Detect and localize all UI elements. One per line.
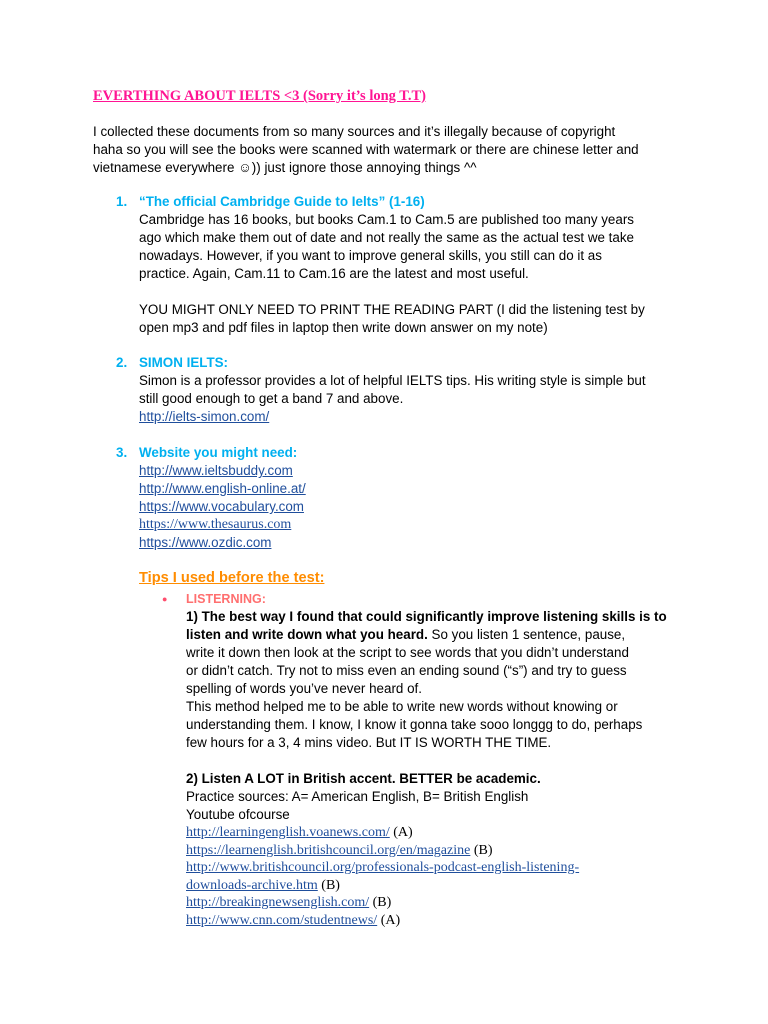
source-tag: (A) — [377, 912, 401, 928]
section-line: nowadays. However, if you want to improve general skills, you still can do it as — [139, 248, 602, 263]
source-item — [186, 824, 667, 842]
website-link[interactable]: http://www.ieltsbuddy.com — [139, 463, 293, 478]
bullet-icon: ● — [162, 594, 168, 604]
intro-line: haha so you will see the books were scanned with watermark or there are chinese letter and — [93, 142, 639, 157]
source-link[interactable]: http://www.britishcouncil.org/professionals-podcast-english-listening- — [186, 860, 580, 875]
source-item — [186, 912, 667, 930]
listening-heading: LISTERNING: — [186, 592, 266, 606]
tip-line — [186, 626, 667, 644]
section-heading: “The official Cambridge Guide to Ielts” (1-16) — [139, 194, 425, 209]
source-link[interactable]: http://www.cnn.com/studentnews/ — [186, 912, 378, 928]
source-link[interactable]: https://learnenglish.britishcouncil.org/en/magazine — [186, 842, 471, 858]
section-number: 3. — [116, 445, 128, 460]
simon-link[interactable]: http://ielts-simon.com/ — [139, 409, 270, 424]
source-item — [186, 877, 667, 895]
tip-line: spelling of words you’ve never heard of. — [186, 681, 422, 696]
source-link[interactable]: http://learningenglish.voanews.com/ — [186, 825, 390, 840]
tip-text: So you listen 1 sentence, pause, — [427, 627, 626, 642]
website-link[interactable]: https://www.vocabulary.com — [139, 499, 304, 514]
source-tag: (B) — [369, 895, 392, 910]
website-link[interactable]: https://www.ozdic.com — [139, 535, 272, 550]
tip-line: understanding them. I know, I know it gonna take sooo longgg to do, perhaps — [186, 717, 643, 732]
tip-line: This method helped me to be able to write new words without knowing or — [186, 699, 618, 714]
intro-line: vietnamese everywhere ☺)) just ignore those annoying things ^^ — [93, 160, 477, 175]
source-tag: (B) — [470, 842, 493, 858]
section-number: 1. — [116, 194, 128, 209]
source-link[interactable]: http://breakingnewsenglish.com/ — [186, 895, 370, 910]
website-link[interactable]: http://www.english-online.at/ — [139, 481, 306, 496]
tip-line: Youtube ofcourse — [186, 807, 290, 822]
source-item — [186, 842, 667, 860]
section-line: practice. Again, Cam.11 to Cam.16 are the latest and most useful. — [139, 266, 529, 281]
source-link[interactable]: downloads-archive.htm — [186, 877, 318, 893]
source-tag: (B) — [317, 877, 340, 893]
tip-line: 2) Listen A LOT in British accent. BETTER be academic. — [186, 771, 541, 786]
section-line: YOU MIGHT ONLY NEED TO PRINT THE READING PART (I did the listening test by — [139, 302, 645, 317]
tip-line: or didn’t catch. Try not to miss even an ending sound (“s”) and try to guess — [186, 663, 627, 678]
section-line: Cambridge has 16 books, but books Cam.1 to Cam.5 are published too many years — [139, 212, 634, 227]
section-line: still good enough to get a band 7 and above. — [139, 391, 404, 406]
tip-line: write it down then look at the script to see words that you didn’t understand — [186, 645, 629, 660]
section-line: ago which make them out of date and not really the same as the actual test we take — [139, 230, 634, 245]
source-item — [186, 894, 667, 912]
tip-line: Practice sources: A= American English, B= British English — [186, 789, 529, 804]
section-line: Simon is a professor provides a lot of helpful IELTS tips. His writing style is simple but — [139, 373, 646, 388]
tip-line: 1) The best way I found that could significantly improve listening skills is to — [186, 609, 667, 624]
document-title: EVERTHING ABOUT IELTS <3 (Sorry it’s long T.T) — [93, 88, 427, 104]
section-heading: SIMON IELTS: — [139, 355, 229, 370]
source-tag: (A) — [389, 825, 413, 840]
section-heading: Website you might need: — [139, 445, 298, 460]
source-item — [186, 859, 667, 877]
tip-bold-text: listen and write down what you heard. — [186, 627, 428, 642]
tip-line: few hours for a 3, 4 mins video. But IT IS WORTH THE TIME. — [186, 735, 552, 750]
intro-paragraph — [93, 123, 639, 177]
section-line: open mp3 and pdf files in laptop then write down answer on my note) — [139, 320, 548, 335]
section-number: 2. — [116, 355, 128, 370]
website-link[interactable]: https://www.thesaurus.com — [139, 517, 292, 532]
intro-line: I collected these documents from so many sources and it’s illegally because of copyright — [93, 124, 616, 139]
tips-heading: Tips I used before the test: — [139, 570, 325, 586]
